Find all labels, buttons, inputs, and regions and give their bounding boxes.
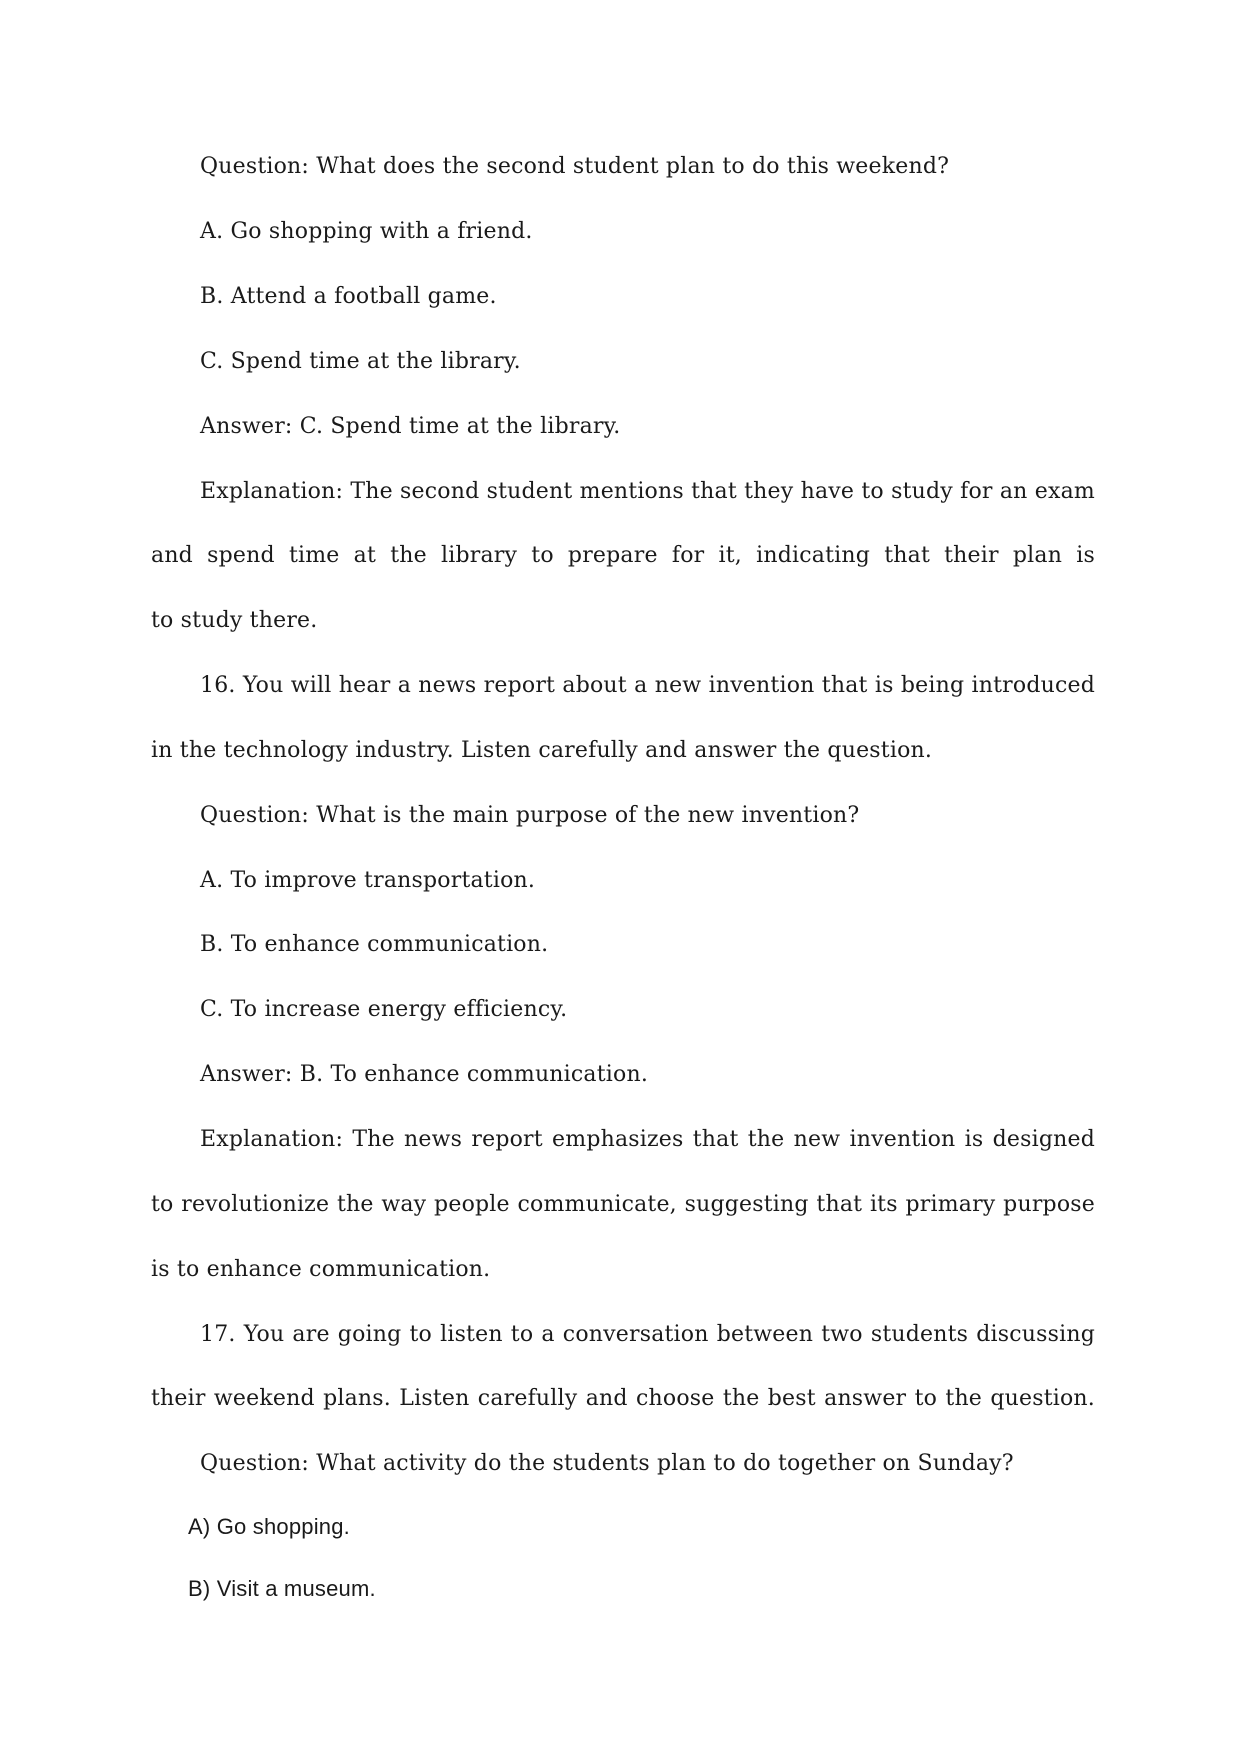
option-c: C. Spend time at the library.	[200, 349, 521, 374]
question-17-prompt-line-2: their weekend plans. Listen carefully and choose the best answer to the question.	[151, 1386, 1095, 1411]
explanation-line-1: Explanation: The news report emphasizes that the new invention is designed	[200, 1127, 1095, 1152]
option-a: A. To improve transportation.	[200, 868, 536, 893]
explanation-line-2: to revolutionize the way people communicate, suggesting that its primary purpose	[151, 1192, 1095, 1217]
option-a: A. Go shopping with a friend.	[200, 219, 533, 244]
answer-line: Answer: B. To enhance communication.	[200, 1062, 649, 1087]
explanation-line-3: to study there.	[151, 608, 318, 633]
explanation-line-2: and spend time at the library to prepare for it, indicating that their plan is	[151, 543, 1095, 568]
question-17-prompt-line-1: 17. You are going to listen to a conversation between two students discussing	[200, 1322, 1095, 1347]
question-17-text: Question: What activity do the students plan to do together on Sunday?	[200, 1451, 1014, 1476]
option-b: B) Visit a museum.	[188, 1576, 376, 1601]
explanation-line-1: Explanation: The second student mentions that they have to study for an exam	[200, 479, 1095, 504]
option-b: B. Attend a football game.	[200, 284, 497, 309]
option-c: C. To increase energy efficiency.	[200, 997, 568, 1022]
question-16-prompt-line-1: 16. You will hear a news report about a new invention that is being introduced	[200, 673, 1095, 698]
explanation-line-3: is to enhance communication.	[151, 1257, 491, 1282]
option-b: B. To enhance communication.	[200, 932, 549, 957]
question-15-text: Question: What does the second student plan to do this weekend?	[200, 154, 950, 179]
question-16-prompt-line-2: in the technology industry. Listen carefully and answer the question.	[151, 738, 933, 763]
question-16-text: Question: What is the main purpose of the new invention?	[200, 803, 860, 828]
option-a: A) Go shopping.	[188, 1514, 350, 1539]
answer-line: Answer: C. Spend time at the library.	[200, 414, 621, 439]
